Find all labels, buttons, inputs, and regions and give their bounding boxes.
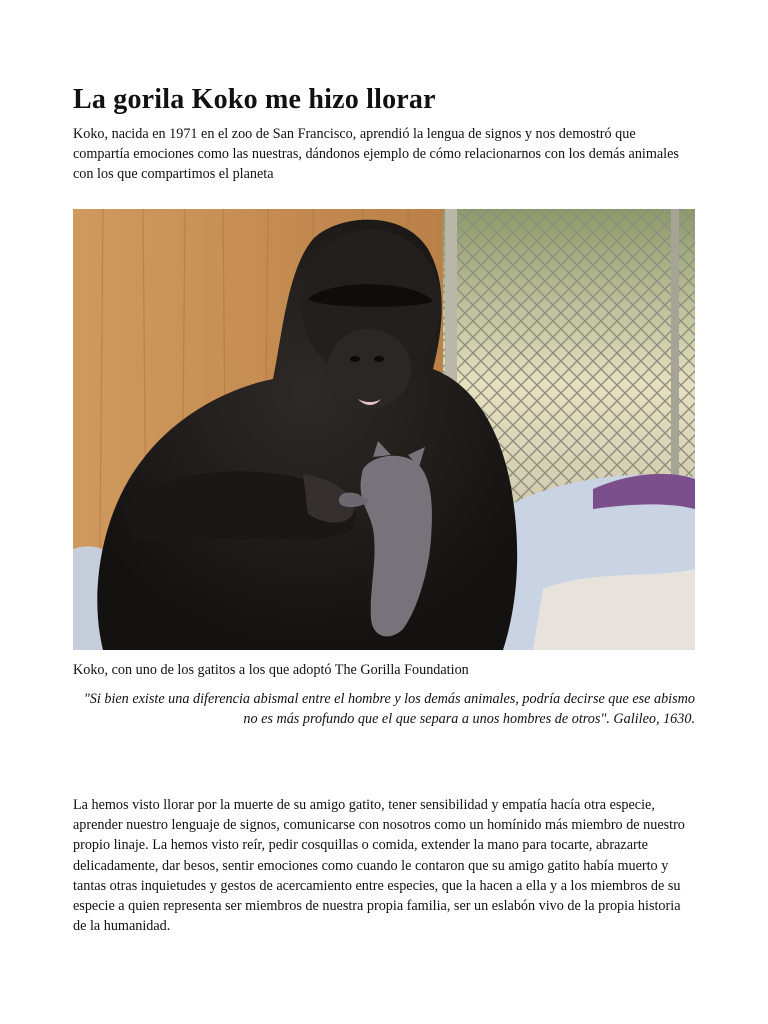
gorilla-face [327, 329, 411, 409]
photo-caption: Koko, con uno de los gatitos a los que adoptó The Gorilla Foundation [73, 662, 469, 678]
article-title: La gorila Koko me hizo llorar [73, 84, 436, 115]
gorilla-kitten-photo [73, 209, 695, 650]
article-lead: Koko, nacida en 1971 en el zoo de San Francisco, aprendió la lengua de signos y nos demostró que compartía emociones como las nuestras, dándonos ejemplo de cómo relacionarnos con los demás animales con los que compartimos el planeta [73, 126, 679, 182]
galileo-quote: "Si bien existe una diferencia abismal entre el hombre y los demás animales, podría decirse que ese abismo no es más profundo que el que separa a unos hombres de otros". Galileo, 1630. [83, 691, 695, 727]
article-body: La hemos visto llorar por la muerte de su amigo gatito, tener sensibilidad y empatía hacía otra especie, aprender nuestro lenguaje de signos, comunicarse con nosotros como un homínido más miembro de nuestro propio linaje. La hemos visto reír, pedir cosquillas o comida, extender la mano para tocarte, abrazarte delicadamente, dar besos, sentir emociones como cuando le contaron que su amigo gatito había muerto y tantas otras inquietudes y gestos de acercamiento entre especies, que la hacen a ella y a los miembros de su especie a quien representa ser miembros de nuestra propia familia, ser un eslabón vivo de la propia historia de la humanidad. [73, 797, 685, 935]
